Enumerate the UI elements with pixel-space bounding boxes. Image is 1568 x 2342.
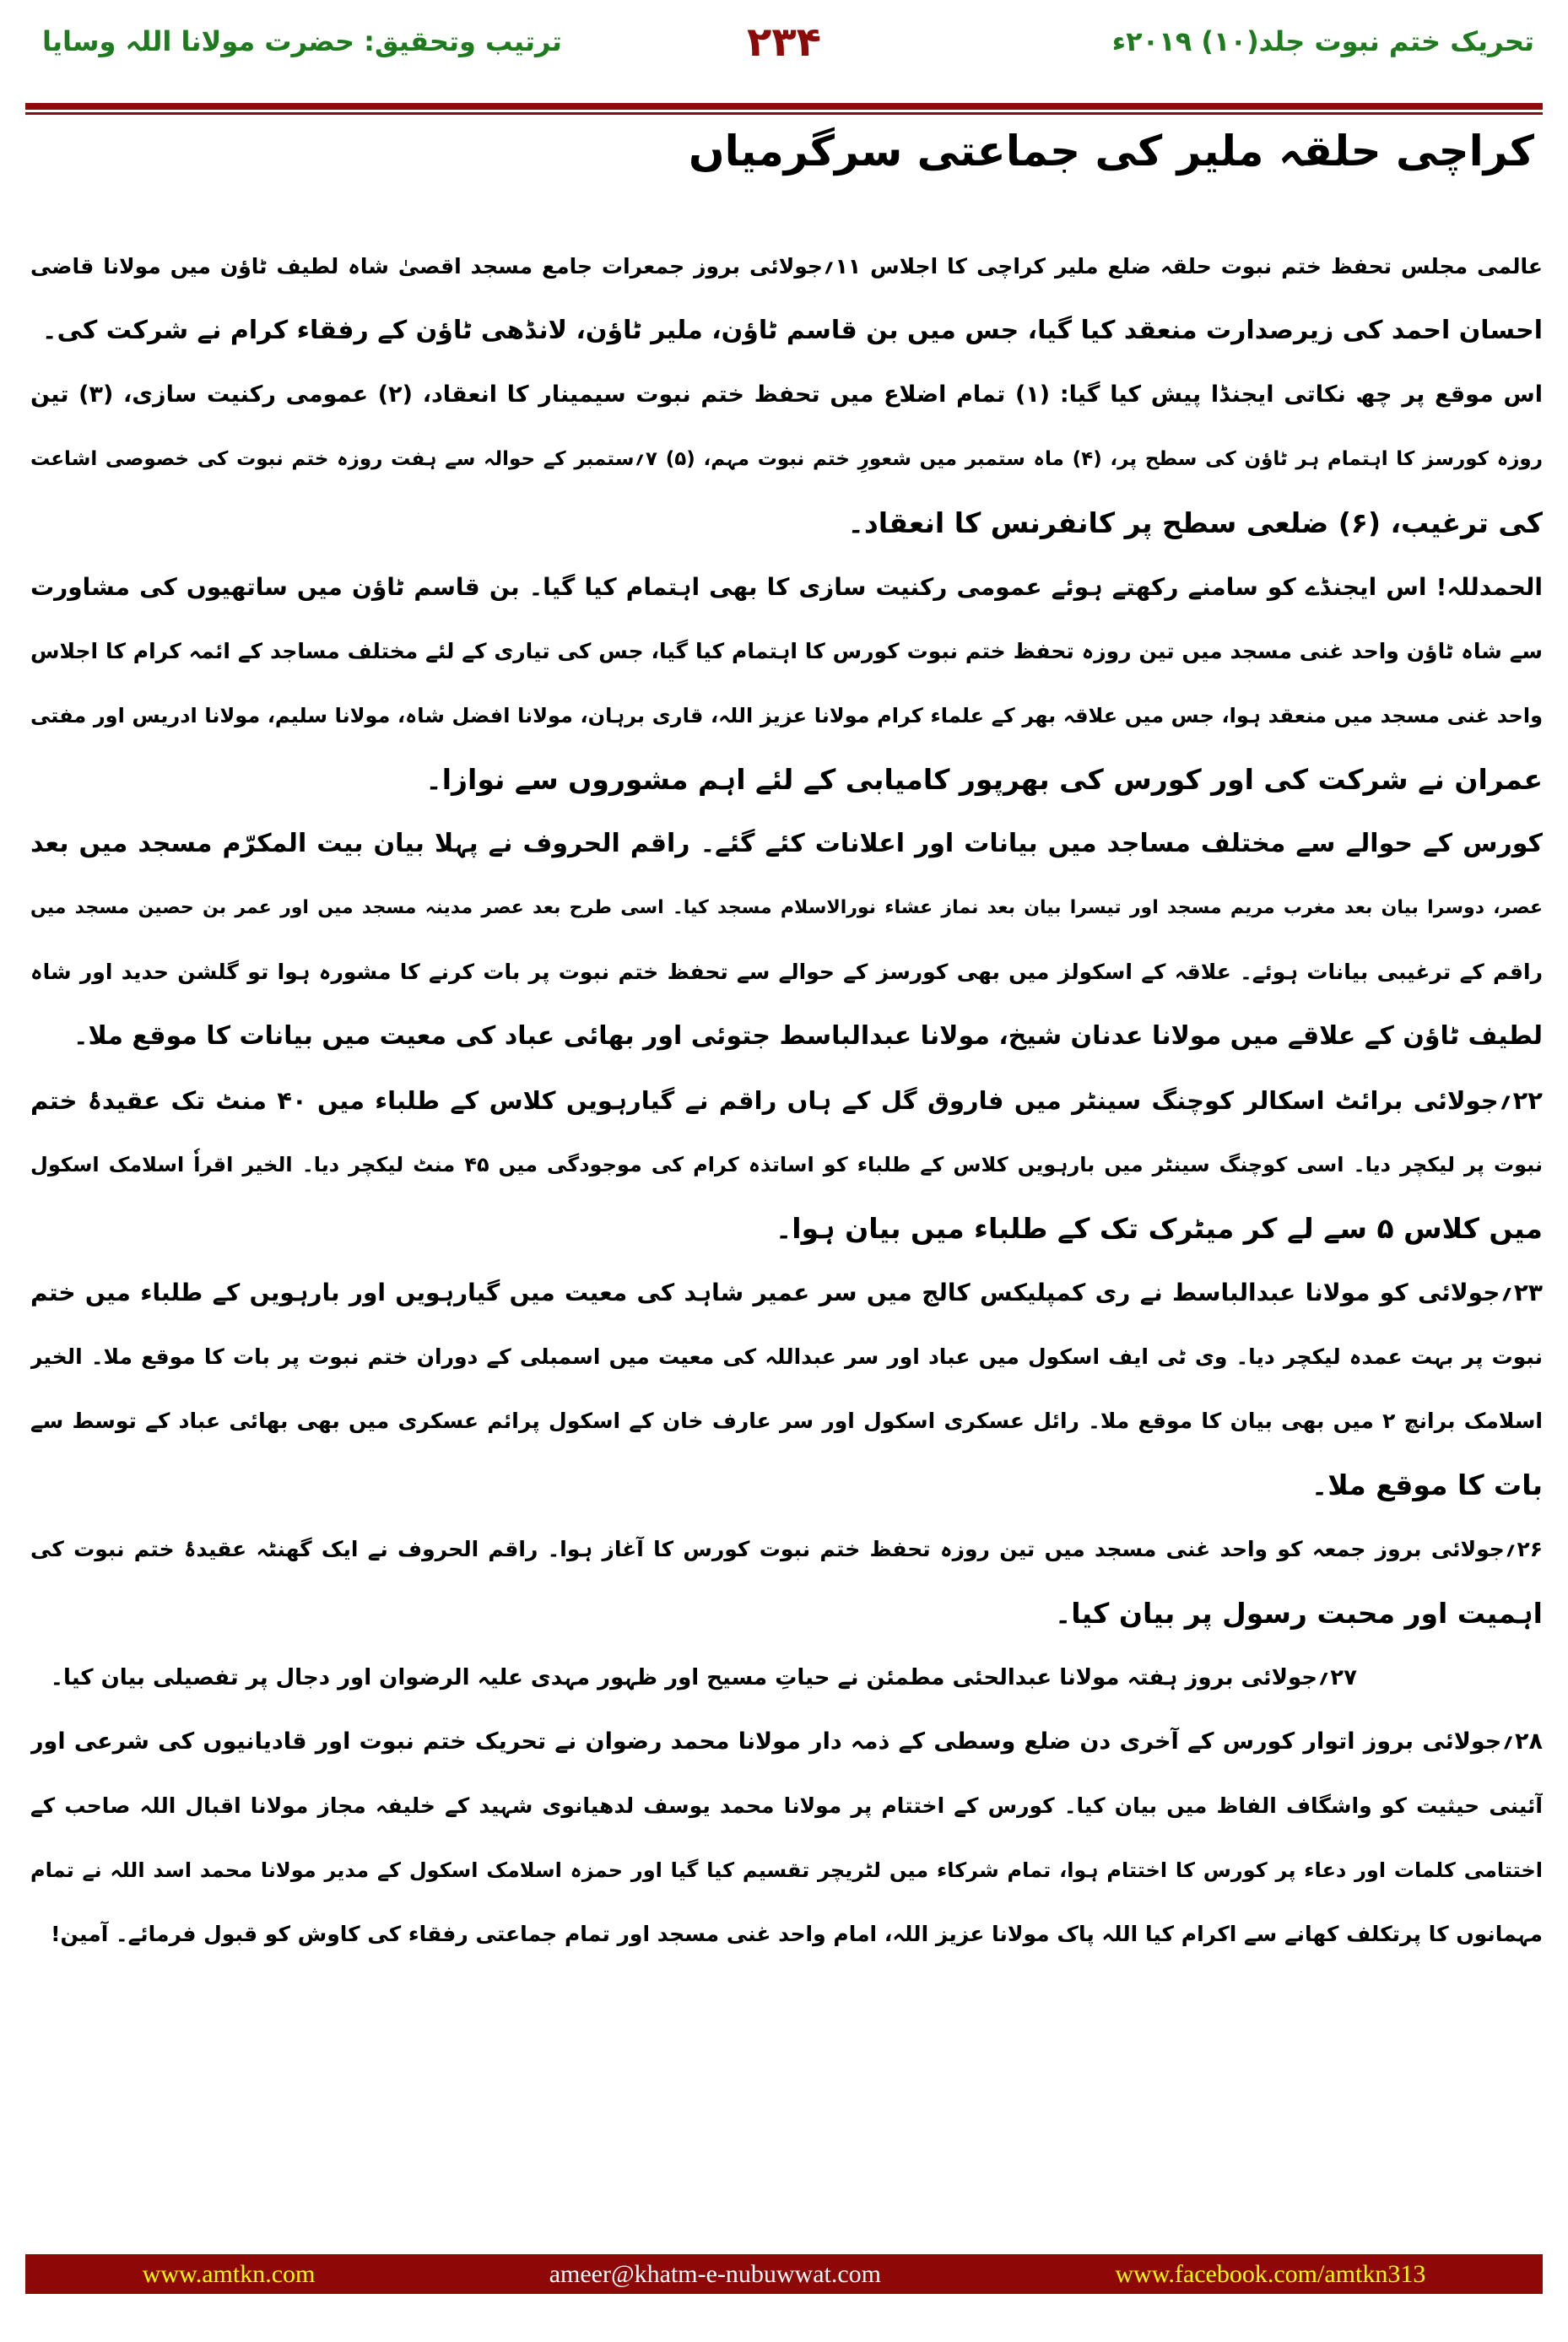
text-line: راقم کے ترغیبی بیانات ہوئے۔ علاقہ کے اسکولز میں بھی کورسز کے حوالے سے تحفظ ختم نبوت پر بات کرنے کا مشورہ ہوا تو گلشن حدید اور شاہ xyxy=(30,960,1543,984)
text-line: الحمدللہ! اس ایجنڈے کو سامنے رکھتے ہوئے عمومی رکنیت سازی کا بھی اہتمام کیا گیا۔ بن قاسم ٹاؤن میں ساتھیوں کی مشاورت xyxy=(30,573,1543,601)
paragraph xyxy=(30,1068,1543,1261)
text-line: کورس کے حوالے سے مختلف مساجد میں بیانات اور اعلانات کئے گئے۔ راقم الحروف نے پہلا بیان بیت المکرّم مسجد میں بعد xyxy=(30,829,1543,858)
text-line: اختتامی کلمات اور دعاء پر کورس کا اختتام ہوا، تمام شرکاء میں لٹریچر تقسیم کیا گیا اور حمزہ اسلامک اسکول کے مدیر مولانا محمد اسد اللہ نے تمام xyxy=(30,1858,1543,1882)
header-rule-thick xyxy=(25,103,1543,110)
email-link[interactable]: ameer@khatm-e-nubuwwat.com xyxy=(549,2259,882,2288)
text-line: میں کلاس ۵ سے لے کر میٹرک تک کے طلباء میں بیان ہوا۔ xyxy=(775,1212,1543,1245)
text-line: عمران نے شرکت کی اور کورس کی بھرپور کامیابی کے لئے اہم مشوروں سے نوازا۔ xyxy=(425,763,1543,796)
text-line: بات کا موقع ملا۔ xyxy=(1311,1468,1543,1501)
text-line: ۲۷؍جولائی بروز ہفتہ مولانا عبدالحئی مطمئن نے حیاتِ مسیح اور ظہور مہدی علیہ الرضوان اور دجال پر تفصیلی بیان کیا۔ xyxy=(50,1665,1357,1690)
paragraph xyxy=(30,555,1543,812)
article-body xyxy=(30,235,1543,1966)
text-line: ۲۶؍جولائی بروز جمعہ کو واحد غنی مسجد میں تین روزہ تحفظ ختم نبوت کورس کا آغاز ہوا۔ راقم الحروف نے ایک گھنٹہ عقیدۂ ختم نبوت کی xyxy=(30,1537,1543,1561)
text-line: واحد غنی مسجد میں منعقد ہوا، جس میں علاقہ بھر کے علماء کرام مولانا عزیز اللہ، قاری برہان، مولانا افضل شاہ، مولانا سلیم، مولانا ادریس اور مفتی xyxy=(30,704,1543,727)
text-line: ۲۳؍جولائی کو مولانا عبدالباسط نے ری کمپلیکس کالج میں سر عمیر شاہد کی معیت میں گیارہویں اور بارہویں کے طلباء میں ختم xyxy=(30,1279,1543,1306)
text-line: احسان احمد کی زیرصدارت منعقد کیا گیا، جس میں بن قاسم ٹاؤن، ملیر ٹاؤن، لانڈھی ٹاؤن کے رفقاء کرام نے شرکت کی۔ xyxy=(41,316,1543,345)
text-line: لطیف ٹاؤن کے علاقے میں مولانا عدنان شیخ، مولانا عبدالباسط جتوئی اور بھائی عباد کی معیت میں بیانات کا موقع ملا۔ xyxy=(73,1021,1543,1051)
series-title: تحریک ختم نبوت جلد(۱۰) ۲۰۱۹ء xyxy=(1111,25,1534,57)
paragraph xyxy=(30,1710,1543,1966)
text-line: آئینی حیثیت کو واشگاف الفاظ میں بیان کیا۔ کورس کے اختتام پر مولانا محمد یوسف لدھیانوی شہید کے خلیفہ مجاز مولانا اقبال اللہ صاحب کے xyxy=(30,1793,1543,1818)
paragraph xyxy=(30,363,1543,555)
text-line: نبوت پر بہت عمدہ لیکچر دیا۔ وی ٹی ایف اسکول میں عباد اور سر عبداللہ کی معیت میں اسمبلی کے دوران ختم نبوت پر بات کا موقع ملا۔ الخیر xyxy=(30,1344,1543,1369)
paragraph xyxy=(30,1261,1543,1517)
article-title: کراچی حلقہ ملیر کی جماعتی سرگرمیاں xyxy=(688,127,1534,176)
text-line: نبوت پر لیکچر دیا۔ اسی کوچنگ سینٹر میں بارہویں کلاس کے طلباء کو اساتذہ کرام کی موجودگی میں ۴۵ منٹ لیکچر دیا۔ الخیر اقراٗ اسلامک اسکول xyxy=(30,1153,1543,1176)
paragraph xyxy=(30,1646,1543,1710)
text-line: کی ترغیب، (۶) ضلعی سطح پر کانفرنس کا انعقاد۔ xyxy=(847,506,1543,539)
text-line: عالمی مجلس تحفظ ختم نبوت حلقہ ضلع ملیر کراچی کا اجلاس ۱۱؍جولائی بروز جمعرات جامع مسجد اقصیٰ شاہ لطیف ٹاؤن میں مولانا قاضی xyxy=(30,254,1543,279)
text-line: اہمیت اور محبت رسول پر بیان کیا۔ xyxy=(1054,1597,1543,1630)
text-line: عصر، دوسرا بیان بعد مغرب مریم مسجد اور تیسرا بیان بعد نماز عشاء نورالاسلام مسجد کیا۔ اسی طرح بعد عصر مدینہ مسجد میں اور عمر بن حصین مسجد میں xyxy=(30,897,1543,918)
text-line: مہمانوں کا پرتکلف کھانے سے اکرام کیا اللہ پاک مولانا عزیز اللہ، امام واحد غنی مسجد اور تمام جماعتی رفقاء کی کاوش کو قبول فرمائے۔ آمین! xyxy=(51,1922,1543,1946)
paragraph xyxy=(30,1517,1543,1646)
text-line: ۲۸؍جولائی بروز اتوار کورس کے آخری دن ضلع وسطی کے ذمہ دار مولانا محمد رضوان نے تحریک ختم نبوت اور قادیانیوں کی شرعی اور xyxy=(30,1728,1543,1755)
text-line: روزہ کورسز کا اہتمام ہر ٹاؤن کی سطح پر، (۴) ماہ ستمبر میں شعورِ ختم نبوت مہم، (۵) ۷؍ستمبر کے حوالہ سے ہفت روزہ ختم نبوت کی خصوصی اشاعت xyxy=(30,448,1543,470)
facebook-link[interactable]: www.facebook.com/amtkn313 xyxy=(1115,2259,1426,2288)
paragraph xyxy=(30,235,1543,363)
text-line: ۲۲؍جولائی برائٹ اسکالر کوچنگ سینٹر میں فاروق گل کے ہاں راقم نے گیارہویں کلاس کے طلباء میں ۴۰ منٹ تک عقیدۂ ختم xyxy=(30,1086,1543,1115)
text-line: اس موقع پر چھ نکاتی ایجنڈا پیش کیا گیا: (۱) تمام اضلاع میں تحفظ ختم نبوت سیمینار کا انعقاد، (۲) عمومی رکنیت سازی، (۳) تین xyxy=(30,381,1543,408)
text-line: اسلامک برانچ ۲ میں بھی بیان کا موقع ملا۔ رائل عسکری اسکول اور سر عارف خان کے اسکول پرائم عسکری میں بھی بھائی عباد کے توسط سے xyxy=(30,1409,1543,1433)
paragraph xyxy=(30,812,1543,1068)
page-number: ۲۳۴ xyxy=(747,19,821,66)
footer-bar xyxy=(25,2254,1543,2294)
website-link[interactable]: www.amtkn.com xyxy=(142,2259,316,2288)
compiler-credit: ترتیب وتحقیق: حضرت مولانا اللہ وسایا xyxy=(42,25,562,57)
text-line: سے شاہ ٹاؤن واحد غنی مسجد میں تین روزہ تحفظ ختم نبوت کورس کا اہتمام کیا گیا، جس کی تیاری کے لئے مختلف مساجد کے ائمہ کرام کا اجلاس xyxy=(30,639,1543,663)
header-rule-thin xyxy=(25,112,1543,115)
